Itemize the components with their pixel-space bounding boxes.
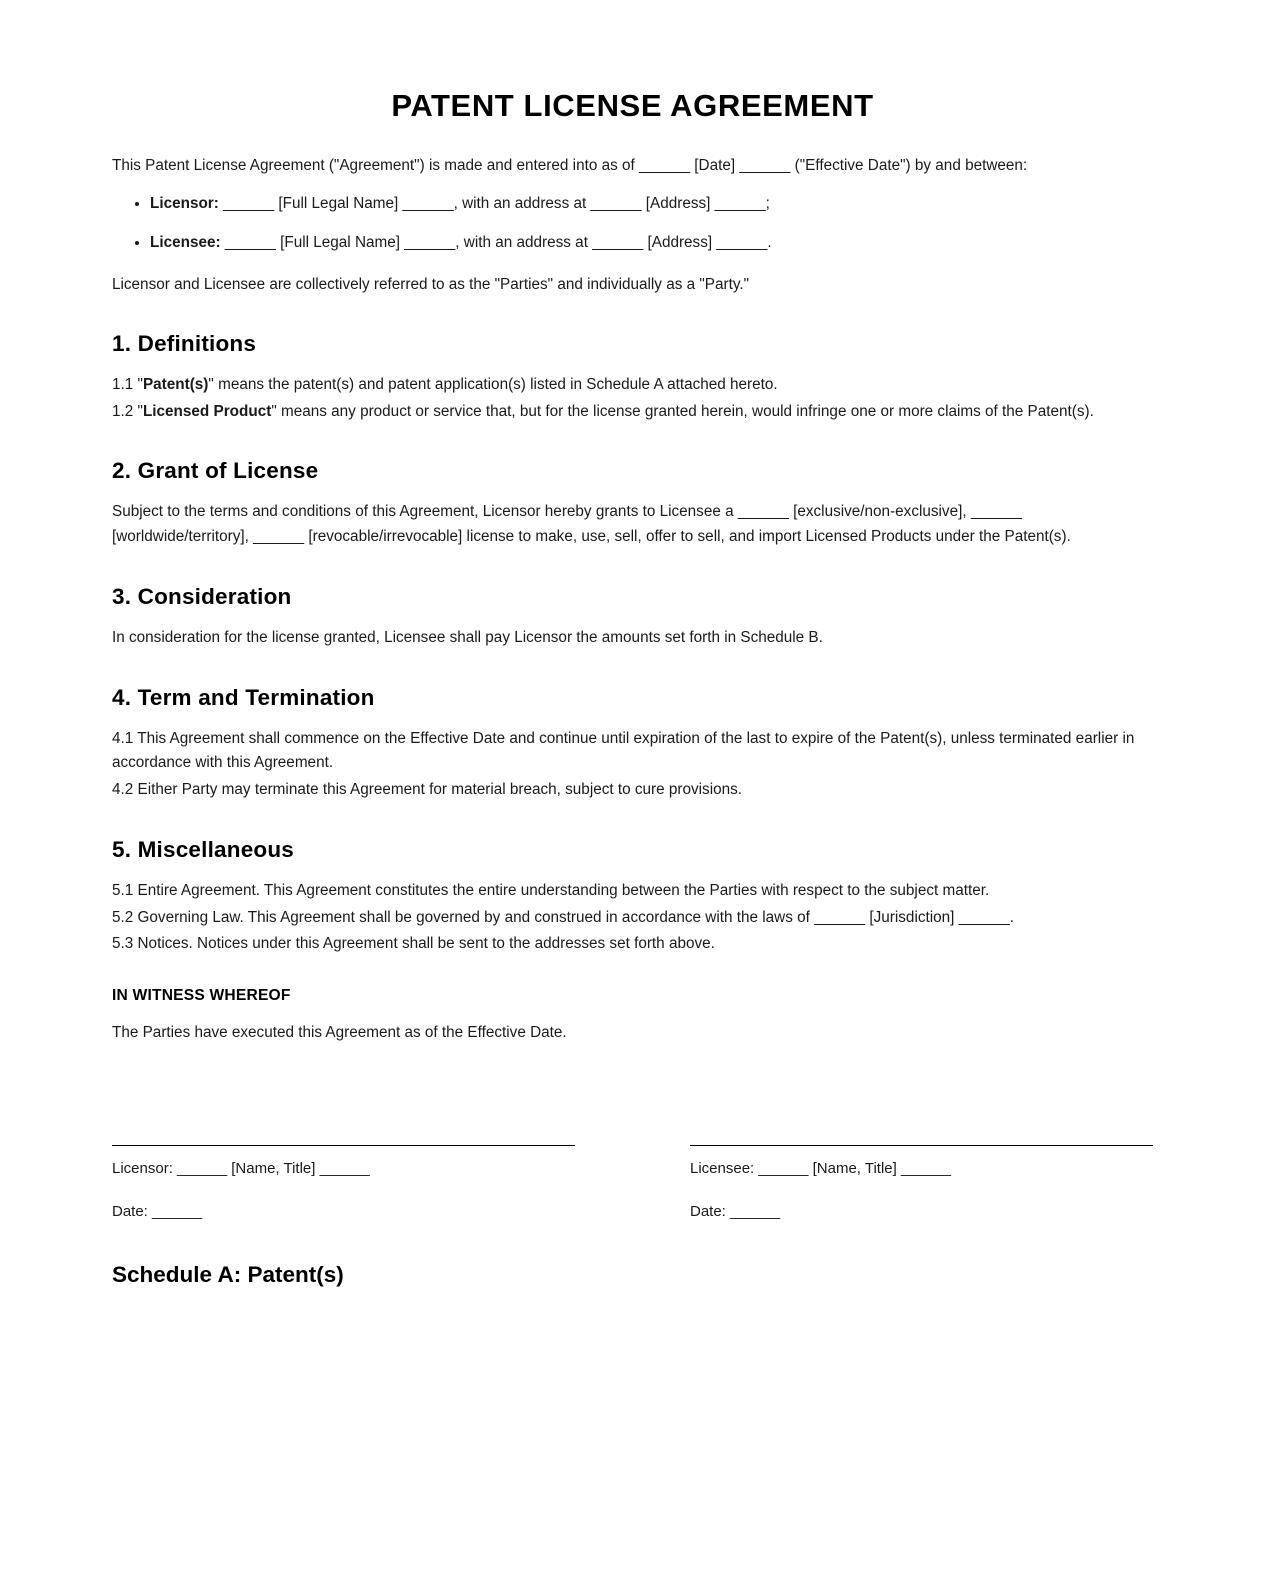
party-details: ______ [Full Legal Name] ______, with an address at ______ [Address] ______; [218,194,770,212]
schedule-a-heading: Schedule A: Patent(s) [112,1261,344,1287]
section-body-consideration [112,626,1153,651]
party-role-label: Licensee: [150,234,221,252]
clause-4-2: 4.2 Either Party may terminate this Agreement for material breach, subject to cure provisions. [112,781,743,799]
clause-5-3: 5.3 Notices. Notices under this Agreement shall be sent to the addresses set forth above. [112,935,715,953]
signature-party-licensee: Licensee: ______ [Name, Title] ______ [690,1159,952,1177]
clause-4-1: 4.1 This Agreement shall commence on the Effective Date and continue until expiration of the last to expire of the Patent(s), unless terminated earlier in accordance with this Agreement. [112,729,1135,772]
clause-5-1: 5.1 Entire Agreement. This Agreement constitutes the entire understanding between the Parties with respect to the subject matter. [112,881,990,899]
section-heading-grant-of-license: 2. Grant of License [112,458,319,484]
signature-area [112,1145,1153,1220]
section-heading-term-and-termination: 4. Term and Termination [112,684,375,710]
section-body-miscellaneous [112,879,1153,957]
signature-line-licensor[interactable] [112,1145,575,1147]
section-body-term-and-termination [112,727,1153,803]
clause-1-2: 1.2 "Licensed Product" means any product or service that, but for the license granted herein, would infringe one or more claims of the Patent(s). [112,402,1094,420]
signature-party-licensor: Licensor: ______ [Name, Title] ______ [112,1159,370,1177]
witness-text: The Parties have executed this Agreement as of the Effective Date. [112,1024,567,1042]
section-heading-definitions: 1. Definitions [112,330,257,356]
list-item [150,231,1153,255]
section-heading-miscellaneous: 5. Miscellaneous [112,836,295,862]
parties-list [112,192,1153,255]
signature-block-licensor [112,1145,575,1220]
section-body-definitions [112,373,1153,425]
page-title: PATENT LICENSE AGREEMENT [391,88,874,123]
clause-5-2: 5.2 Governing Law. This Agreement shall be governed by and construed in accordance with the laws of ______ [Jurisdiction] ______. [112,908,1014,926]
clause-2-1: Subject to the terms and conditions of this Agreement, Licensor hereby grants to Licensee a ______ [exclusive/non-exclusive], ______ [worldwide/territory], ______ [revocable/irrevocable] license to make, use, sell, offer to sell, and import Licensed Products under the Patent(s). [112,503,1071,546]
party-role-label: Licensor: [150,194,219,212]
signature-line-licensee[interactable] [690,1145,1153,1147]
signature-date-licensor: Date: ______ [112,1202,203,1220]
party-details: ______ [Full Legal Name] ______, with an address at ______ [Address] ______. [220,234,772,252]
section-heading-consideration: 3. Consideration [112,583,292,609]
parties-note: Licensor and Licensee are collectively referred to as the "Parties" and individually as a "Party." [112,276,750,294]
clause-3-1: In consideration for the license granted, Licensee shall pay Licensor the amounts set forth in Schedule B. [112,628,823,646]
witness-heading: IN WITNESS WHEREOF [112,987,291,1005]
signature-block-licensee [690,1145,1153,1220]
clause-1-1: 1.1 "Patent(s)" means the patent(s) and patent application(s) listed in Schedule A attached hereto. [112,375,778,393]
section-body-grant-of-license [112,500,1153,550]
list-item [150,192,1153,216]
signature-date-licensee: Date: ______ [690,1202,781,1220]
intro-paragraph: This Patent License Agreement ("Agreement") is made and entered into as of ______ [Date] ______ ("Effective Date") by and between: [112,157,1028,174]
